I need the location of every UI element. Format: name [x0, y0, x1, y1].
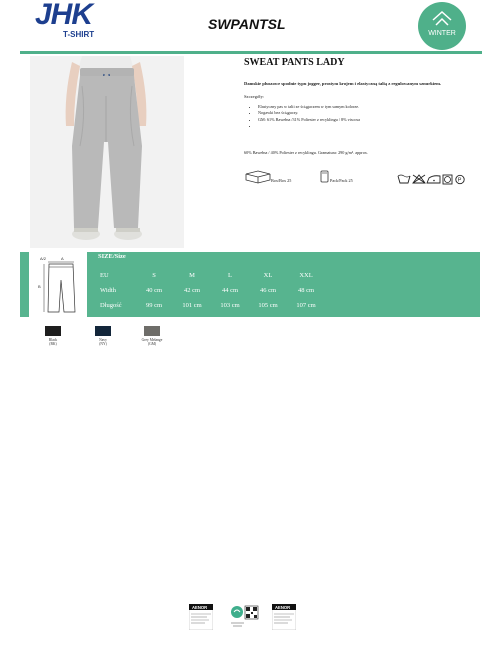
- size-row-label: Width: [100, 287, 116, 294]
- size-cell: XL: [263, 272, 273, 279]
- size-cell: 46 cm: [259, 287, 277, 294]
- iron-icon: [427, 176, 440, 183]
- aenor-badge: [272, 604, 296, 635]
- diagram-label-c: B: [38, 284, 41, 289]
- swatch-name: Navy: [99, 338, 107, 342]
- eco-qr-badge: [230, 604, 260, 633]
- swatch-code: (NY): [99, 342, 107, 347]
- size-cell: 42 cm: [183, 287, 201, 294]
- care-symbols: [397, 173, 471, 185]
- tumble-dry-icon: [443, 175, 452, 184]
- cert-name: AENOR: [192, 605, 208, 610]
- size-cell: 40 cm: [145, 287, 163, 294]
- brand-name: JHK: [35, 0, 93, 31]
- swatch-label: [38, 338, 68, 347]
- size-cell: 107 cm: [296, 302, 316, 309]
- svg-text:P: P: [457, 177, 462, 184]
- size-cell: 103 cm: [220, 302, 240, 309]
- size-cell: 48 cm: [297, 287, 315, 294]
- season-label: WINTER: [428, 30, 456, 37]
- color-swatch-navy[interactable]: [95, 326, 111, 336]
- swatch-code: (BK): [49, 342, 57, 347]
- color-swatch-black[interactable]: [45, 326, 61, 336]
- size-cell: S: [152, 272, 156, 279]
- swatch-name: Grey Melange: [141, 338, 163, 342]
- size-cell: 99 cm: [145, 302, 163, 309]
- size-cell: 101 cm: [182, 302, 202, 309]
- cert-name: AENOR: [275, 605, 291, 610]
- size-row-label: Długość: [100, 302, 122, 309]
- product-description: Damskie pluszowe spodnie typu jogger, prostym krojem i elastyczną talią z regulowanym sznurkiem.: [244, 81, 442, 86]
- swatch-label: [137, 338, 167, 347]
- snowflake-icon: [431, 10, 453, 28]
- dry-clean-icon: [456, 175, 464, 183]
- swatch-name: Black: [48, 338, 58, 342]
- box-label: Box/Box 25: [271, 178, 292, 183]
- detail-item: • GM: 61% Bawełna /31% Poliester z recyklingu / 8% viscosa: [258, 117, 360, 123]
- size-heading: SIZE/Size: [98, 253, 126, 260]
- size-cell: XXL: [299, 272, 313, 279]
- header: [0, 0, 500, 50]
- details-list: [258, 104, 360, 130]
- product-code: SWPANTSL: [208, 16, 286, 32]
- brand-logo: [35, 2, 110, 42]
- color-swatch-grey-melange[interactable]: [144, 326, 160, 336]
- box-icon: [244, 170, 272, 184]
- product-title: SWEAT PANTS LADY: [244, 57, 345, 68]
- swatch-code: (GM): [147, 342, 157, 347]
- brand-sub: T-SHIRT: [63, 30, 95, 39]
- no-bleach-icon: [413, 175, 425, 183]
- composition-text: 60% Bawełna / 40% Poliester z recyklingu. Gramatura: 290 g/m². approx.: [244, 150, 368, 155]
- detail-item: [258, 123, 360, 129]
- size-cell: L: [228, 272, 232, 279]
- pack-label: Pack/Pack 25: [330, 178, 353, 183]
- size-cell: M: [189, 272, 195, 279]
- header-divider: [20, 51, 482, 54]
- size-row-label: EU: [100, 272, 109, 279]
- details-label: Szczegóły:: [244, 94, 265, 99]
- detail-item: • Nogawki bez ściągaczy.: [258, 110, 360, 116]
- size-cell: 44 cm: [221, 287, 239, 294]
- diagram-label-b: A: [61, 256, 64, 261]
- detail-item: • Elastyczny pas w talii ze ściągaczem w tym samym kolorze.: [258, 104, 360, 110]
- swatch-label: [88, 338, 118, 347]
- pack-icon: [320, 170, 330, 184]
- size-cell: 105 cm: [258, 302, 278, 309]
- diagram-label-a: A/2: [40, 256, 47, 261]
- season-badge: [418, 2, 466, 50]
- size-diagram: [29, 252, 87, 317]
- wash-icon: [398, 175, 410, 183]
- product-photo: [30, 56, 184, 248]
- aenor-badge: [189, 604, 213, 635]
